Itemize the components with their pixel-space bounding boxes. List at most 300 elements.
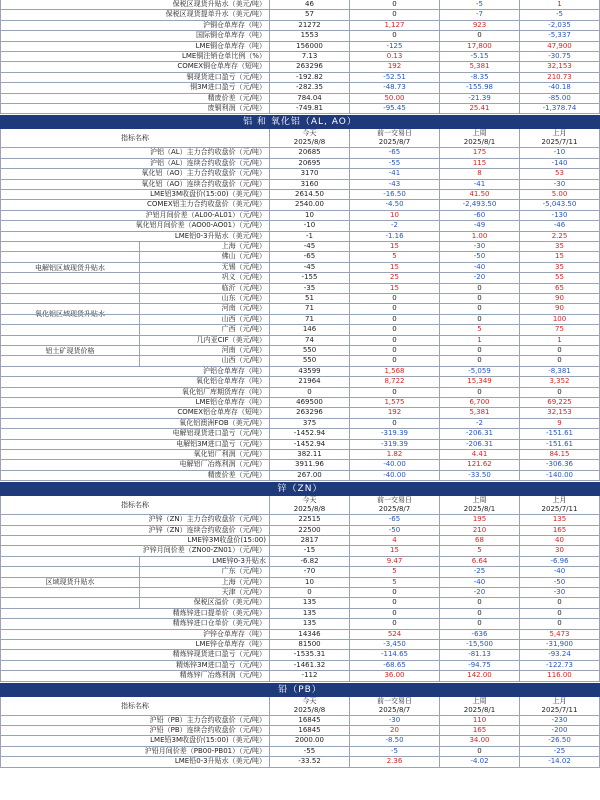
value-today: -192.82 [270, 73, 350, 83]
indicator-name: 国际铜仓单库存（吨） [0, 31, 270, 41]
change-last-month: 35 [520, 263, 600, 273]
value-today: -45 [270, 242, 350, 252]
group-label-zn-spot: 区域现货升贴水 [0, 557, 140, 609]
change-last-month: -31,900 [520, 640, 600, 650]
change-prev-day: 1.82 [350, 450, 440, 460]
change-prev-day: 25 [350, 273, 440, 283]
indicator-name: 几内亚CIF（美元/吨） [0, 336, 270, 346]
change-last-week: -4.02 [440, 757, 520, 767]
value-today: 21964 [270, 377, 350, 387]
indicator-name: 精炼锌厂冶炼利润（元/吨） [0, 671, 270, 681]
table-row [0, 42, 600, 52]
value-today: -33.52 [270, 757, 350, 767]
change-prev-day: 15 [350, 242, 440, 252]
value-today: 3911.96 [270, 460, 350, 470]
value-today: -6.82 [270, 557, 350, 567]
change-prev-day: 0 [350, 336, 440, 346]
table-row [0, 252, 600, 262]
indicator-name: 精炼锌进口提单价（美元/吨） [0, 609, 270, 619]
change-prev-day: 36.00 [350, 671, 440, 681]
change-last-week: 8 [440, 169, 520, 179]
change-last-month: 32,153 [520, 62, 600, 72]
value-today: 550 [270, 346, 350, 356]
change-last-week: 165 [440, 726, 520, 736]
change-last-month: 55 [520, 273, 600, 283]
value-today: 10 [270, 211, 350, 221]
change-last-month: 9 [520, 419, 600, 429]
change-last-month: -6.96 [520, 557, 600, 567]
indicator-name: 保税区现货升贴水（美元/吨） [0, 0, 270, 10]
table-row [0, 747, 600, 757]
change-last-week: -7 [440, 10, 520, 20]
value-today: 2000.00 [270, 736, 350, 746]
change-last-month: 75 [520, 325, 600, 335]
section-title-zinc: 锌（ZN） [0, 482, 600, 496]
value-today: -749.81 [270, 104, 350, 114]
indicator-name: 无锡（元/吨） [0, 263, 270, 273]
change-last-week: 6,700 [440, 398, 520, 408]
change-prev-day: 0 [350, 609, 440, 619]
table-row [0, 398, 600, 408]
column-header-c3 [440, 129, 520, 148]
value-today: -1535.31 [270, 650, 350, 660]
indicator-name: 沪铝（AL）连续合约收盘价（元/吨） [0, 159, 270, 169]
value-today: -55 [270, 747, 350, 757]
value-today: -1452.94 [270, 429, 350, 439]
change-last-month: -10 [520, 148, 600, 158]
group-label-bauxite: 铝土矿现货价格 [0, 336, 140, 367]
indicator-name: 沪锌（ZN）主力合约收盘价（元/吨） [0, 515, 270, 525]
change-last-month: -30.75 [520, 52, 600, 62]
table-row [0, 726, 600, 736]
column-period: 上周 [472, 696, 487, 705]
change-last-week: 0 [440, 598, 520, 608]
table-header-zinc [0, 496, 600, 515]
column-period: 上月 [552, 696, 567, 705]
value-today: 0 [270, 588, 350, 598]
column-date: 2025/8/1 [463, 705, 496, 714]
table-row [0, 221, 600, 231]
change-prev-day: 0 [350, 294, 440, 304]
change-prev-day: -65 [350, 515, 440, 525]
change-last-month: 0 [520, 609, 600, 619]
column-date: 2025/8/1 [463, 505, 496, 514]
value-today: -65 [270, 252, 350, 262]
value-today: -112 [270, 671, 350, 681]
table-row [0, 62, 600, 72]
value-today: 46 [270, 0, 350, 10]
table-row [0, 94, 600, 104]
change-last-month: -140 [520, 159, 600, 169]
change-last-week: -20 [440, 273, 520, 283]
indicator-name: LME锌3M收盘价(15:00) [0, 536, 270, 546]
change-last-week: 5 [440, 325, 520, 335]
change-prev-day: -43 [350, 180, 440, 190]
value-today: 22515 [270, 515, 350, 525]
change-last-week: 41.50 [440, 190, 520, 200]
change-last-month: -1,378.74 [520, 104, 600, 114]
value-today: -1452.94 [270, 440, 350, 450]
change-prev-day: -1.16 [350, 232, 440, 242]
value-today: 382.11 [270, 450, 350, 460]
change-prev-day: -48.73 [350, 83, 440, 93]
indicator-name: 沪锌仓单库存（吨） [0, 630, 270, 640]
table-row [0, 346, 600, 356]
change-last-month: -230 [520, 716, 600, 726]
table-row [0, 367, 600, 377]
change-prev-day: 0 [350, 598, 440, 608]
change-prev-day: -95.45 [350, 104, 440, 114]
change-last-month: 65 [520, 284, 600, 294]
change-last-week: 0 [440, 609, 520, 619]
indicator-name: LME铝仓单库存（吨） [0, 398, 270, 408]
change-prev-day: -319.39 [350, 440, 440, 450]
value-today: 135 [270, 598, 350, 608]
change-last-week: -50 [440, 252, 520, 262]
change-last-month: 0 [520, 598, 600, 608]
group-label-al-spot: 电解铝区域现货升贴水 [0, 242, 140, 294]
column-period: 今天 [302, 696, 317, 705]
change-last-week: -60 [440, 211, 520, 221]
table-row [0, 429, 600, 439]
change-last-week: 0 [440, 31, 520, 41]
change-last-week: 1 [440, 336, 520, 346]
change-last-week: -94.75 [440, 661, 520, 671]
table-row [0, 609, 600, 619]
value-today: 20695 [270, 159, 350, 169]
section-title-aluminum: 铝 和 氧化铝（AL, AO） [0, 115, 600, 129]
indicator-name: 山西（元/吨） [0, 315, 270, 325]
indicator-name: 天津（元/吨） [0, 588, 270, 598]
change-prev-day: 0 [350, 356, 440, 366]
table-row [0, 546, 600, 556]
change-prev-day: -65 [350, 148, 440, 158]
indicator-name: LME铅3M收盘价(15:00)（美元/吨） [0, 736, 270, 746]
value-today: 135 [270, 619, 350, 629]
change-last-week: 0 [440, 388, 520, 398]
value-today: 20685 [270, 148, 350, 158]
table-row [0, 284, 600, 294]
value-today: -35 [270, 284, 350, 294]
change-last-month: -140.00 [520, 471, 600, 481]
indicator-name: 沪锌（ZN）连续合约收盘价（元/吨） [0, 526, 270, 536]
value-today: 2540.00 [270, 200, 350, 210]
table-row [0, 716, 600, 726]
column-header-c1 [270, 697, 350, 716]
change-last-week: -5 [440, 0, 520, 10]
change-last-month: 2.25 [520, 232, 600, 242]
value-today: 81500 [270, 640, 350, 650]
change-last-month: 69,225 [520, 398, 600, 408]
column-period: 上周 [472, 496, 487, 505]
change-prev-day: -16.50 [350, 190, 440, 200]
table-row [0, 169, 600, 179]
column-header-indicator: 指标名称 [0, 129, 270, 148]
change-last-week: 121.62 [440, 460, 520, 470]
table-row [0, 0, 600, 10]
change-last-month: 84.15 [520, 450, 600, 460]
change-last-month: 35 [520, 242, 600, 252]
change-last-week: -206.31 [440, 440, 520, 450]
change-last-week: 25.41 [440, 104, 520, 114]
change-last-week: -40 [440, 578, 520, 588]
change-prev-day: 5 [350, 252, 440, 262]
value-today: 57 [270, 10, 350, 20]
change-last-month: 32,153 [520, 408, 600, 418]
change-last-month: 1 [520, 336, 600, 346]
change-last-week: -155.98 [440, 83, 520, 93]
indicator-name: COMEX铜仓单库存（短吨） [0, 62, 270, 72]
indicator-name: COMEX铝仓单库存（短吨） [0, 408, 270, 418]
value-today: 21272 [270, 21, 350, 31]
change-prev-day: 2.36 [350, 757, 440, 767]
change-last-month: -50 [520, 578, 600, 588]
change-last-week: -20 [440, 588, 520, 598]
table-row [0, 671, 600, 681]
change-prev-day: 0 [350, 10, 440, 20]
indicator-name: 巩义（元/吨） [0, 273, 270, 283]
change-last-week: -206.31 [440, 429, 520, 439]
table-row [0, 356, 600, 366]
indicator-name: 沪铜仓单库存（吨） [0, 21, 270, 31]
change-prev-day: -3,450 [350, 640, 440, 650]
table-row [0, 598, 600, 608]
change-last-month: 5,473 [520, 630, 600, 640]
column-date: 2025/8/8 [293, 138, 326, 147]
indicator-name: 精炼锌3M进口盈亏（元/吨） [0, 661, 270, 671]
indicator-name: 沪铅（PB）主力合约收盘价（元/吨） [0, 716, 270, 726]
change-last-month: 116.00 [520, 671, 600, 681]
change-last-month: 0 [520, 619, 600, 629]
change-last-week: 0 [440, 304, 520, 314]
change-prev-day: 15 [350, 263, 440, 273]
change-last-week: -49 [440, 221, 520, 231]
indicator-name: 精废价差（元/吨） [0, 94, 270, 104]
change-last-month: 53 [520, 169, 600, 179]
value-today: 1553 [270, 31, 350, 41]
value-today: 263296 [270, 62, 350, 72]
change-last-month: -130 [520, 211, 600, 221]
change-prev-day: -50 [350, 526, 440, 536]
change-prev-day: 5 [350, 578, 440, 588]
column-header-indicator: 指标名称 [0, 697, 270, 716]
column-date: 2025/8/1 [463, 138, 496, 147]
change-last-month: -200 [520, 726, 600, 736]
change-last-week: 210 [440, 526, 520, 536]
indicator-name: 沪铅（PB）连续合约收盘价（元/吨） [0, 726, 270, 736]
column-date: 2025/7/11 [541, 138, 578, 147]
change-last-month: 0 [520, 388, 600, 398]
change-last-month: -14.02 [520, 757, 600, 767]
value-today: -155 [270, 273, 350, 283]
change-last-week: 115 [440, 159, 520, 169]
change-last-week: 17,800 [440, 42, 520, 52]
column-period: 前一交易日 [377, 696, 412, 705]
change-last-month: -30 [520, 588, 600, 598]
change-last-month: -5,337 [520, 31, 600, 41]
change-last-month: -5 [520, 10, 600, 20]
change-last-month: 0 [520, 346, 600, 356]
indicator-name: 铜3M进口盈亏（元/吨） [0, 83, 270, 93]
change-prev-day: -2 [350, 221, 440, 231]
change-prev-day: 15 [350, 284, 440, 294]
value-today: -70 [270, 567, 350, 577]
change-prev-day: -41 [350, 169, 440, 179]
table-row [0, 630, 600, 640]
value-today: 2614.50 [270, 190, 350, 200]
change-prev-day: 8,722 [350, 377, 440, 387]
table-row [0, 273, 600, 283]
table-row [0, 650, 600, 660]
table-row [0, 325, 600, 335]
indicator-name: 保税区溢价（美元/吨） [0, 598, 270, 608]
change-last-week: -25 [440, 567, 520, 577]
value-today: 16845 [270, 726, 350, 736]
table-row [0, 242, 600, 252]
change-last-week: -5,059 [440, 367, 520, 377]
value-today: -45 [270, 263, 350, 273]
value-today: -1461.32 [270, 661, 350, 671]
value-today: 267.00 [270, 471, 350, 481]
value-today: 10 [270, 578, 350, 588]
change-last-week: 5,381 [440, 62, 520, 72]
change-prev-day: 192 [350, 408, 440, 418]
value-today: 14346 [270, 630, 350, 640]
change-last-week: 175 [440, 148, 520, 158]
table-row [0, 419, 600, 429]
change-last-month: 1 [520, 0, 600, 10]
change-prev-day: 0 [350, 346, 440, 356]
change-prev-day: -68.65 [350, 661, 440, 671]
table-row [0, 408, 600, 418]
change-last-week: 110 [440, 716, 520, 726]
indicator-name: 电解铝厂冶炼利润（元/吨） [0, 460, 270, 470]
value-today: 43599 [270, 367, 350, 377]
change-prev-day: 20 [350, 726, 440, 736]
indicator-name: 氧化铝（AO）连续合约收盘价（元/吨） [0, 180, 270, 190]
column-header-c2 [350, 496, 440, 515]
table-row [0, 263, 600, 273]
table-row [0, 440, 600, 450]
change-last-month: 3,352 [520, 377, 600, 387]
table-header-aluminum [0, 129, 600, 148]
table-row [0, 232, 600, 242]
table-row [0, 619, 600, 629]
change-last-week: 0 [440, 346, 520, 356]
column-period: 前一交易日 [377, 129, 412, 138]
change-prev-day: -30 [350, 716, 440, 726]
column-header-c1 [270, 496, 350, 515]
change-last-month: 30 [520, 546, 600, 556]
change-last-week: -33.50 [440, 471, 520, 481]
change-last-week: 5 [440, 546, 520, 556]
change-prev-day: 10 [350, 211, 440, 221]
column-date: 2025/7/11 [541, 505, 578, 514]
change-last-month: -93.24 [520, 650, 600, 660]
column-date: 2025/8/7 [378, 138, 411, 147]
indicator-name: LME铜仓单库存（吨） [0, 42, 270, 52]
indicator-name: 精废价差（元/吨） [0, 471, 270, 481]
change-last-week: 0 [440, 294, 520, 304]
indicator-name: 广东（元/吨） [0, 567, 270, 577]
change-prev-day: 1,127 [350, 21, 440, 31]
value-today: 22500 [270, 526, 350, 536]
change-prev-day: -52.51 [350, 73, 440, 83]
table-row [0, 52, 600, 62]
indicator-name: 氧化铝（AO）主力合约收盘价（元/吨） [0, 169, 270, 179]
value-today: 3160 [270, 180, 350, 190]
column-header-c2 [350, 129, 440, 148]
change-prev-day: 9.47 [350, 557, 440, 567]
indicator-name: 电解铝3M进口盈亏（元/吨） [0, 440, 270, 450]
table-header-lead [0, 697, 600, 716]
value-today: 2817 [270, 536, 350, 546]
change-last-week: 15,349 [440, 377, 520, 387]
change-last-month: -8,381 [520, 367, 600, 377]
indicator-name: LME铜注销仓单比例（%） [0, 52, 270, 62]
change-last-month: -40 [520, 567, 600, 577]
table-row [0, 757, 600, 767]
indicator-name: LME锌仓单库存（吨） [0, 640, 270, 650]
column-header-c4 [520, 496, 600, 515]
change-last-week: 0 [440, 315, 520, 325]
indicator-name: 山东（元/吨） [0, 294, 270, 304]
change-last-week: -15,500 [440, 640, 520, 650]
table-row [0, 294, 600, 304]
column-period: 前一交易日 [377, 496, 412, 505]
indicator-name: 氧化铝仓单库存（吨） [0, 377, 270, 387]
table-row [0, 736, 600, 746]
change-last-week: 195 [440, 515, 520, 525]
value-today: 74 [270, 336, 350, 346]
change-last-week: 68 [440, 536, 520, 546]
change-last-month: 0 [520, 356, 600, 366]
change-prev-day: 0 [350, 31, 440, 41]
column-header-c4 [520, 697, 600, 716]
indicator-name: 废铜利润（元/吨） [0, 104, 270, 114]
change-prev-day: -8.50 [350, 736, 440, 746]
indicator-name: 上海（元/吨） [0, 242, 270, 252]
value-today: 7.13 [270, 52, 350, 62]
column-header-c3 [440, 697, 520, 716]
indicator-name: 广西（元/吨） [0, 325, 270, 335]
indicator-name: 精炼锌进口仓单价（美元/吨） [0, 619, 270, 629]
change-last-week: -8.35 [440, 73, 520, 83]
table-row [0, 640, 600, 650]
table-row [0, 21, 600, 31]
change-prev-day: 4 [350, 536, 440, 546]
value-today: 71 [270, 304, 350, 314]
table-row [0, 159, 600, 169]
change-last-week: -5.15 [440, 52, 520, 62]
change-last-week: 923 [440, 21, 520, 31]
table-row [0, 377, 600, 387]
indicator-name: 山西（元/吨） [0, 356, 270, 366]
column-header-c1 [270, 129, 350, 148]
value-today: -1 [270, 232, 350, 242]
value-today: 784.04 [270, 94, 350, 104]
change-last-week: 6.64 [440, 557, 520, 567]
value-today: 16845 [270, 716, 350, 726]
change-last-week: 4.41 [440, 450, 520, 460]
table-row [0, 211, 600, 221]
table-row [0, 471, 600, 481]
indicator-name: 精炼锌现货进口盈亏（元/吨） [0, 650, 270, 660]
change-last-month: -26.50 [520, 736, 600, 746]
value-today: -282.35 [270, 83, 350, 93]
change-last-month: 165 [520, 526, 600, 536]
change-last-week: 142.00 [440, 671, 520, 681]
